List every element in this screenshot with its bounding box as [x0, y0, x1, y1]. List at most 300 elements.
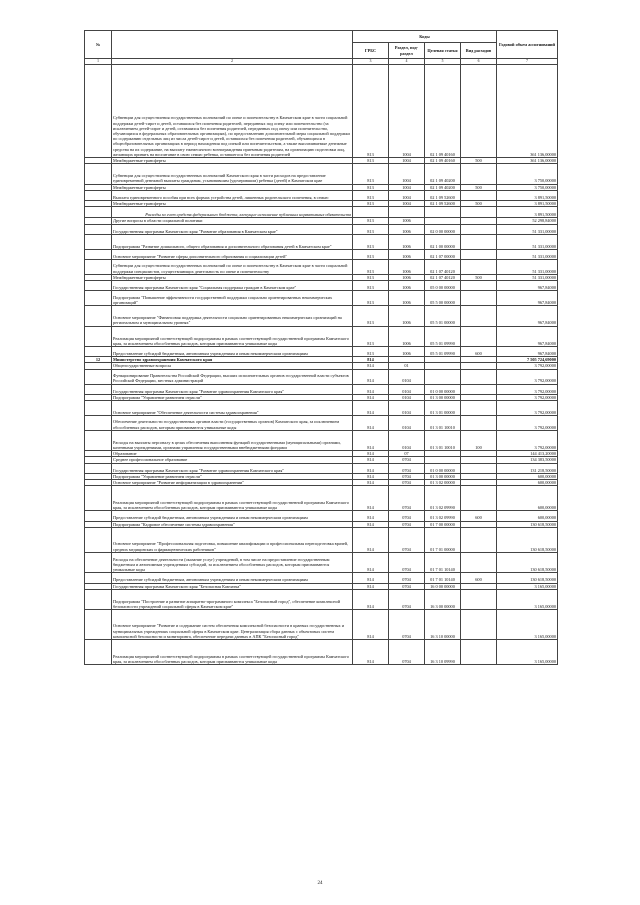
row-grbs: 814 — [353, 583, 389, 589]
table-row — [85, 306, 558, 326]
row-section: 1006 — [389, 326, 425, 346]
row-number — [85, 291, 112, 306]
table-row — [85, 347, 558, 357]
row-target-article: 01 7 00 00000 — [425, 521, 461, 527]
row-number — [85, 511, 112, 521]
row-expense-type — [461, 610, 497, 640]
row-amount: 51 331,00000 — [497, 234, 558, 249]
row-amount: 3 165,00000 — [497, 583, 558, 589]
row-amount: 3 792,00000 — [497, 430, 558, 450]
row-name: Государственная программа Камчатского края "Социальная поддержка граждан в Камчатском крае" — [112, 281, 353, 291]
row-expense-type — [461, 384, 497, 394]
row-target-article: 01 3 00 00000 — [425, 394, 461, 400]
row-name: Межбюджетные трансферты — [112, 201, 353, 207]
row-amount: 600,00000 — [497, 473, 558, 479]
row-target-article: 16 3 10 00000 — [425, 610, 461, 640]
row-amount: 3 792,00000 — [497, 400, 558, 415]
row-grbs: 813 — [353, 281, 389, 291]
row-amount: 600,00000 — [497, 511, 558, 521]
row-name: Предоставление субсидий бюджетным, автономным учреждениям и иным некоммерческим организациям — [112, 511, 353, 521]
row-target-article: 16 3 10 09990 — [425, 639, 461, 664]
row-name: Реализация мероприятий соответствующей подпрограммы в рамках соответствующей государственной программы Камчатского края, за исключением обособленных расходов, которым присваиваются уникальные коды — [112, 486, 353, 511]
row-grbs: 814 — [353, 486, 389, 511]
row-amount: 130 618,50000 — [497, 573, 558, 583]
row-amount: 967,84000 — [497, 306, 558, 326]
row-section: 0704 — [389, 521, 425, 527]
row-name: Реализация мероприятий соответствующей подпрограммы в рамках соответствующей государственной программы Камчатского края, за исключением обособленных расходов, которым присваиваются уникальные коды — [112, 639, 353, 664]
row-target-article: 02 1 09 40160 — [425, 158, 461, 164]
row-amount: 600,00000 — [497, 479, 558, 485]
row-name: Среднее профессиональное образование — [112, 457, 353, 463]
row-section: 0704 — [389, 610, 425, 640]
row-number — [85, 463, 112, 473]
row-amount: 3 165,00000 — [497, 639, 558, 664]
row-name: Основное мероприятие "Финансовая поддержка деятельности социально ориентированных некоммерческих организаций на региональном и муниципальном уровнях" — [112, 306, 353, 326]
row-grbs: 813 — [353, 65, 389, 158]
row-amount: 3 750,00000 — [497, 184, 558, 190]
table-row — [85, 573, 558, 583]
index-cell: 7 — [497, 59, 558, 65]
row-grbs: 813 — [353, 224, 389, 234]
row-name: Основное мероприятие "Профессиональная подготовка, повышение квалификации и профессиональная переподготовка врачей, средних медицинских и фармацевтических работников" — [112, 527, 353, 552]
row-amount: 3 165,00000 — [497, 589, 558, 609]
table-row — [85, 369, 558, 384]
row-grbs: 814 — [353, 463, 389, 473]
row-amount: 600,00000 — [497, 486, 558, 511]
row-grbs: 814 — [353, 573, 389, 583]
table-row — [85, 639, 558, 664]
row-name: Министерство здравоохранения Камчатского края — [112, 357, 353, 363]
row-target-article — [425, 369, 461, 384]
table-header — [85, 31, 558, 59]
row-number — [85, 259, 112, 274]
row-amount: 967,84000 — [497, 326, 558, 346]
row-grbs: 814 — [353, 589, 389, 609]
table-row — [85, 65, 558, 158]
row-section: 1006 — [389, 218, 425, 224]
row-grbs: 814 — [353, 473, 389, 479]
row-expense-type: 100 — [461, 430, 497, 450]
row-grbs: 813 — [353, 274, 389, 280]
row-section: 1006 — [389, 306, 425, 326]
row-section: 0104 — [389, 430, 425, 450]
row-amount: 3 792,00000 — [497, 369, 558, 384]
row-grbs: 814 — [353, 639, 389, 664]
row-target-article: 01 3 01 10010 — [425, 430, 461, 450]
row-section: 0704 — [389, 486, 425, 511]
header-rz: Раздел, под-раздел — [389, 43, 425, 59]
table-row — [85, 384, 558, 394]
row-name: Подпрограмма "Кадровое обеспечение системы здравоохранения" — [112, 521, 353, 527]
index-cell: 4 — [389, 59, 425, 65]
row-grbs: 814 — [353, 357, 389, 363]
row-target-article: 16 3 00 00000 — [425, 589, 461, 609]
row-number — [85, 190, 112, 200]
row-grbs: 813 — [353, 249, 389, 259]
table-row — [85, 164, 558, 184]
table-body — [85, 59, 558, 665]
budget-table — [84, 30, 558, 665]
index-cell: 2 — [112, 59, 353, 65]
row-target-article: 01 3 01 00000 — [425, 400, 461, 415]
row-grbs: 814 — [353, 394, 389, 400]
row-expense-type: 600 — [461, 347, 497, 357]
row-name: Подпрограмма "Повышение эффективности государственной поддержки социально ориентированных некоммерческих организаций" — [112, 291, 353, 306]
row-expense-type: 600 — [461, 511, 497, 521]
row-section: 1004 — [389, 190, 425, 200]
row-name: Межбюджетные трансферты — [112, 158, 353, 164]
row-expense-type — [461, 190, 497, 200]
row-amount: 3 792,00000 — [497, 363, 558, 369]
row-number — [85, 281, 112, 291]
row-target-article: 05 5 00 00000 — [425, 291, 461, 306]
row-target-article: 05 5 01 00000 — [425, 306, 461, 326]
row-grbs: 814 — [353, 527, 389, 552]
row-name: Государственная программа Камчатского края "Безопасная Камчатка" — [112, 583, 353, 589]
row-grbs: 813 — [353, 164, 389, 184]
table-row — [85, 234, 558, 249]
row-name: Государственная программа Камчатского края "Развитие образования в Камчатском крае" — [112, 224, 353, 234]
table-row — [85, 291, 558, 306]
row-expense-type: 500 — [461, 274, 497, 280]
row-section: 1006 — [389, 259, 425, 274]
table-row — [85, 281, 558, 291]
row-expense-type — [461, 234, 497, 249]
row-grbs: 813 — [353, 326, 389, 346]
row-grbs: 814 — [353, 363, 389, 369]
row-target-article: 01 3 02 09990 — [425, 486, 461, 511]
row-section: 1006 — [389, 291, 425, 306]
row-name: Подпрограмма "Построение и развитие аппаратно-программного комплекса "Безопасный город", обеспечение комплексной безопасности учреждений социальной сферы в Камчатском крае" — [112, 589, 353, 609]
row-expense-type — [461, 65, 497, 158]
row-name: Подпрограмма "Развитие дошкольного, общего образования и дополнительного образования детей в Камчатском крае" — [112, 234, 353, 249]
row-number: 12 — [85, 357, 112, 363]
row-name: Субвенции для осуществления государственных полномочий по опеке и попечительству в Камчатском крае в части социальной поддержки детей-сирот и детей, оставшихся без попечения родителей, переданных под опеку или попечительство (за исключением детей-сирот и детей, оставшихся без попечения родителей, переданных под опеку или попечительство, обучающихся в федеральных образовательных организациях), по предоставлению дополнительной меры социальной поддержки по содержанию отдельных лиц из числа детей-сирот и детей, оставшихся без попечения родителей, обучающихся в общеобразовательных организациях в период нахождения под опекой или попечительством, а также выплачиваемые денежные средства на их содержание, на выплату ежемесячного вознаграждения приемным родителям, на организацию подготовки лиц, желающих принять на воспитание в свою семью ребенка, оставшегося без попечения родителей — [112, 65, 353, 158]
row-expense-type — [461, 224, 497, 234]
row-number — [85, 347, 112, 357]
table-row — [85, 527, 558, 552]
row-section: 0704 — [389, 511, 425, 521]
row-target-article: 02 1 09 52600 — [425, 201, 461, 207]
header-vr: Вид расходов — [461, 43, 497, 59]
row-section: 0104 — [389, 394, 425, 400]
row-section: 1006 — [389, 234, 425, 249]
row-target-article: 01 3 01 10010 — [425, 415, 461, 430]
row-number — [85, 207, 112, 218]
table-row — [85, 589, 558, 609]
row-grbs: 814 — [353, 457, 389, 463]
row-name: Предоставление субсидий бюджетным, автономным учреждениям и иным некоммерческим организациям — [112, 573, 353, 583]
row-number — [85, 486, 112, 511]
row-target-article: 02 1 09 52600 — [425, 190, 461, 200]
row-section: 0704 — [389, 552, 425, 572]
row-amount: 3 792,00000 — [497, 384, 558, 394]
row-name: Основное мероприятие "Развитие и содержание систем обеспечения комплексной безопасности в краевых государственных и муниципальных учреждениях социальной сферы в Камчатском крае. Централизация сбора данных с объектовых систем комплексной безопасности и мониторинга, обеспечение передачи данных в АПК "Безопасный город" — [112, 610, 353, 640]
row-expense-type — [461, 415, 497, 430]
row-name: Выплата единовременного пособия при всех формах устройства детей, лишенных родительского попечения, в семью — [112, 190, 353, 200]
row-name: Расходы на выплаты персоналу в целях обеспечения выполнения функций государственными (муниципальными) органами, казенными учреждениями, органами управления государственными внебюджетными фондами — [112, 430, 353, 450]
row-name: Реализация мероприятий соответствующей подпрограммы в рамках соответствующей государственной программы Камчатского края, за исключением обособленных расходов, которым присваиваются уникальные коды — [112, 326, 353, 346]
table-row — [85, 249, 558, 259]
row-grbs: 814 — [353, 521, 389, 527]
row-name: Подпрограмма "Управление развитием отрасли" — [112, 473, 353, 479]
row-target-article: 02 1 09 40200 — [425, 164, 461, 184]
row-grbs: 813 — [353, 190, 389, 200]
row-amount: 134 383,50000 — [497, 457, 558, 463]
row-section: 0104 — [389, 400, 425, 415]
row-section: 1004 — [389, 65, 425, 158]
table-row — [85, 511, 558, 521]
row-amount: 3 750,00000 — [497, 164, 558, 184]
row-section: 0704 — [389, 639, 425, 664]
row-name: Другие вопросы в области социальной политики — [112, 218, 353, 224]
row-amount: 51 331,00000 — [497, 224, 558, 234]
row-grbs: 813 — [353, 218, 389, 224]
row-grbs: 813 — [353, 184, 389, 190]
row-name: Субвенции для осуществления государственных полномочий по опеке и попечительству в Камчатском крае в части социальной поддержки специалистов, осуществляющих деятельность по опеке и попечительству — [112, 259, 353, 274]
header-sum: Годовой объем ассигнований — [497, 31, 558, 59]
row-section: 0704 — [389, 473, 425, 479]
row-grbs: 813 — [353, 259, 389, 274]
table-row — [85, 415, 558, 430]
row-expense-type — [461, 486, 497, 511]
row-grbs: 813 — [353, 306, 389, 326]
row-section: 1006 — [389, 224, 425, 234]
row-grbs: 814 — [353, 400, 389, 415]
row-expense-type — [461, 291, 497, 306]
row-expense-type: 600 — [461, 573, 497, 583]
row-expense-type — [461, 306, 497, 326]
table-row — [85, 326, 558, 346]
row-expense-type — [461, 639, 497, 664]
row-number — [85, 224, 112, 234]
row-target-article: 02 0 00 00000 — [425, 224, 461, 234]
row-expense-type — [461, 369, 497, 384]
row-number — [85, 384, 112, 394]
row-name: Подпрограмма "Управление развитием отрасли" — [112, 394, 353, 400]
row-name: Расходы за счет средств федерального бюджета, влекущие исполнение публичных нормативных обязательств — [112, 207, 353, 218]
row-target-article: 02 1 09 40200 — [425, 184, 461, 190]
row-amount: 7 505 724,69000 — [497, 357, 558, 363]
row-name: Межбюджетные трансферты — [112, 184, 353, 190]
row-amount: 3 165,00000 — [497, 610, 558, 640]
row-name: Расходы на обеспечение деятельности (оказание услуг) учреждений, в том числе на предоставление государственным бюджетным и автономным учреждениям субсидий, за исключением обособленных расходов, которым присваиваются уникальные коды — [112, 552, 353, 572]
row-target-article: 02 1 00 00000 — [425, 234, 461, 249]
row-amount: 51 331,00000 — [497, 274, 558, 280]
row-target-article — [425, 207, 461, 218]
row-target-article: 01 7 01 10140 — [425, 552, 461, 572]
row-amount: 3 891,50000 — [497, 190, 558, 200]
row-expense-type — [461, 249, 497, 259]
row-name: Основное мероприятие "Развитие информатизации в здравоохранении" — [112, 479, 353, 485]
row-section: 0704 — [389, 457, 425, 463]
row-target-article: 02 1 07 40120 — [425, 259, 461, 274]
row-amount: 3 891,50000 — [497, 201, 558, 207]
row-name: Основное мероприятие "Развитие сферы дополнительного образования и социализации детей" — [112, 249, 353, 259]
row-grbs: 814 — [353, 415, 389, 430]
row-grbs: 813 — [353, 201, 389, 207]
row-grbs: 814 — [353, 479, 389, 485]
row-name: Функционирование Правительства Российской Федерации, высших исполнительных органов государственной власти субъектов Российской Федерации, местных администраций — [112, 369, 353, 384]
row-number — [85, 65, 112, 158]
row-target-article: 01 0 00 00000 — [425, 463, 461, 473]
row-expense-type — [461, 207, 497, 218]
row-number — [85, 234, 112, 249]
row-name: Субвенции для осуществления государственных полномочий Камчатского края в части расходов на предоставление единовременной денежной выплаты гражданам, усыновившим (удочерившим) ребенка (детей) в Камчатском крае — [112, 164, 353, 184]
row-expense-type — [461, 527, 497, 552]
row-target-article: 01 0 00 00000 — [425, 384, 461, 394]
row-amount: 130 618,50000 — [497, 527, 558, 552]
row-name: Общегосударственные вопросы — [112, 363, 353, 369]
row-expense-type — [461, 259, 497, 274]
row-target-article: 05 5 01 09990 — [425, 347, 461, 357]
row-name: Образование — [112, 451, 353, 457]
row-section: 0704 — [389, 463, 425, 473]
row-number — [85, 610, 112, 640]
row-number — [85, 400, 112, 415]
row-target-article: 01 7 01 00000 — [425, 527, 461, 552]
row-expense-type — [461, 281, 497, 291]
row-expense-type: 500 — [461, 184, 497, 190]
row-grbs: 814 — [353, 369, 389, 384]
row-target-article: 05 5 01 09990 — [425, 326, 461, 346]
row-amount: 3 792,00000 — [497, 415, 558, 430]
row-amount: 3 891,50000 — [497, 207, 558, 218]
row-grbs: 814 — [353, 610, 389, 640]
row-amount: 52 298,84000 — [497, 218, 558, 224]
row-amount: 361 136,00000 — [497, 158, 558, 164]
row-number — [85, 573, 112, 583]
table-row — [85, 486, 558, 511]
table-row — [85, 400, 558, 415]
table-row — [85, 259, 558, 274]
header-grbs: ГРБС — [353, 43, 389, 59]
row-amount: 51 331,00000 — [497, 249, 558, 259]
row-section: 1006 — [389, 347, 425, 357]
table-row — [85, 610, 558, 640]
row-expense-type — [461, 164, 497, 184]
row-section: 0104 — [389, 384, 425, 394]
row-number — [85, 415, 112, 430]
row-name: Обеспечение деятельности государственных органов власти (государственных органов) Камчатского края, за исключением обособленных расходов, которым присваиваются уникальные коды — [112, 415, 353, 430]
row-number — [85, 589, 112, 609]
row-section: 1004 — [389, 184, 425, 190]
row-name: Предоставление субсидий бюджетным, автономным учреждениям и иным некоммерческим организациям — [112, 347, 353, 357]
table-row — [85, 207, 558, 218]
table-row — [85, 430, 558, 450]
row-section: 1004 — [389, 164, 425, 184]
row-expense-type: 500 — [461, 201, 497, 207]
row-section: 0704 — [389, 527, 425, 552]
row-number — [85, 527, 112, 552]
table-row — [85, 463, 558, 473]
row-amount: 361 136,00000 — [497, 65, 558, 158]
row-grbs: 814 — [353, 552, 389, 572]
row-number — [85, 306, 112, 326]
row-number — [85, 639, 112, 664]
row-target-article: 02 1 07 00000 — [425, 249, 461, 259]
table-row — [85, 224, 558, 234]
row-grbs: 813 — [353, 347, 389, 357]
row-grbs: 814 — [353, 384, 389, 394]
header-name — [112, 31, 353, 59]
index-cell: 1 — [85, 59, 112, 65]
row-section — [389, 207, 425, 218]
row-section: 01 — [389, 363, 425, 369]
row-number — [85, 369, 112, 384]
row-section: 07 — [389, 451, 425, 457]
header-cs: Целевая статья — [425, 43, 461, 59]
row-target-article: 01 3 02 00000 — [425, 479, 461, 485]
row-grbs: 813 — [353, 234, 389, 249]
row-grbs: 813 — [353, 158, 389, 164]
row-section: 0104 — [389, 369, 425, 384]
page-number: 24 — [317, 881, 323, 886]
row-expense-type — [461, 326, 497, 346]
row-amount: 144 413,20000 — [497, 451, 558, 457]
row-number — [85, 164, 112, 184]
row-target-article: 05 0 00 00000 — [425, 281, 461, 291]
index-cell: 5 — [425, 59, 461, 65]
row-target-article: 01 7 01 10140 — [425, 573, 461, 583]
row-expense-type: 500 — [461, 158, 497, 164]
row-target-article: 02 1 07 40120 — [425, 274, 461, 280]
row-number — [85, 249, 112, 259]
row-section: 0704 — [389, 573, 425, 583]
index-cell: 3 — [353, 59, 389, 65]
row-target-article: 02 1 09 40160 — [425, 65, 461, 158]
row-amount: 967,84000 — [497, 281, 558, 291]
row-number — [85, 326, 112, 346]
row-section: 1004 — [389, 201, 425, 207]
row-section: 0704 — [389, 589, 425, 609]
row-section: 0704 — [389, 583, 425, 589]
row-target-article: 01 3 02 09990 — [425, 511, 461, 521]
row-amount: 51 331,00000 — [497, 259, 558, 274]
index-cell: 6 — [461, 59, 497, 65]
table-row — [85, 190, 558, 200]
row-name: Межбюджетные трансферты — [112, 274, 353, 280]
row-grbs: 814 — [353, 430, 389, 450]
row-expense-type — [461, 589, 497, 609]
row-name: Основное мероприятие "Обеспечение деятельности системы здравоохранения" — [112, 400, 353, 415]
row-section: 0704 — [389, 479, 425, 485]
row-amount: 130 618,50000 — [497, 552, 558, 572]
row-section: 1006 — [389, 281, 425, 291]
header-num: № — [85, 31, 112, 59]
header-codes: Коды — [353, 31, 497, 43]
row-section: 1004 — [389, 158, 425, 164]
row-section: 0104 — [389, 415, 425, 430]
row-amount: 131 218,50000 — [497, 463, 558, 473]
row-expense-type — [461, 400, 497, 415]
row-section: 1006 — [389, 249, 425, 259]
row-name: Государственная программа Камчатского края "Развитие здравоохранения Камчатского края" — [112, 384, 353, 394]
row-amount: 130 618,50000 — [497, 521, 558, 527]
row-amount: 967,84000 — [497, 291, 558, 306]
row-name: Государственная программа Камчатского края "Развитие здравоохранения Камчатского края" — [112, 463, 353, 473]
row-expense-type — [461, 463, 497, 473]
row-section: 1006 — [389, 274, 425, 280]
row-expense-type — [461, 552, 497, 572]
row-grbs: 813 — [353, 291, 389, 306]
row-grbs: 814 — [353, 451, 389, 457]
table-row — [85, 552, 558, 572]
row-amount: 967,84000 — [497, 347, 558, 357]
row-grbs — [353, 207, 389, 218]
row-number — [85, 552, 112, 572]
row-amount: 3 792,00000 — [497, 394, 558, 400]
